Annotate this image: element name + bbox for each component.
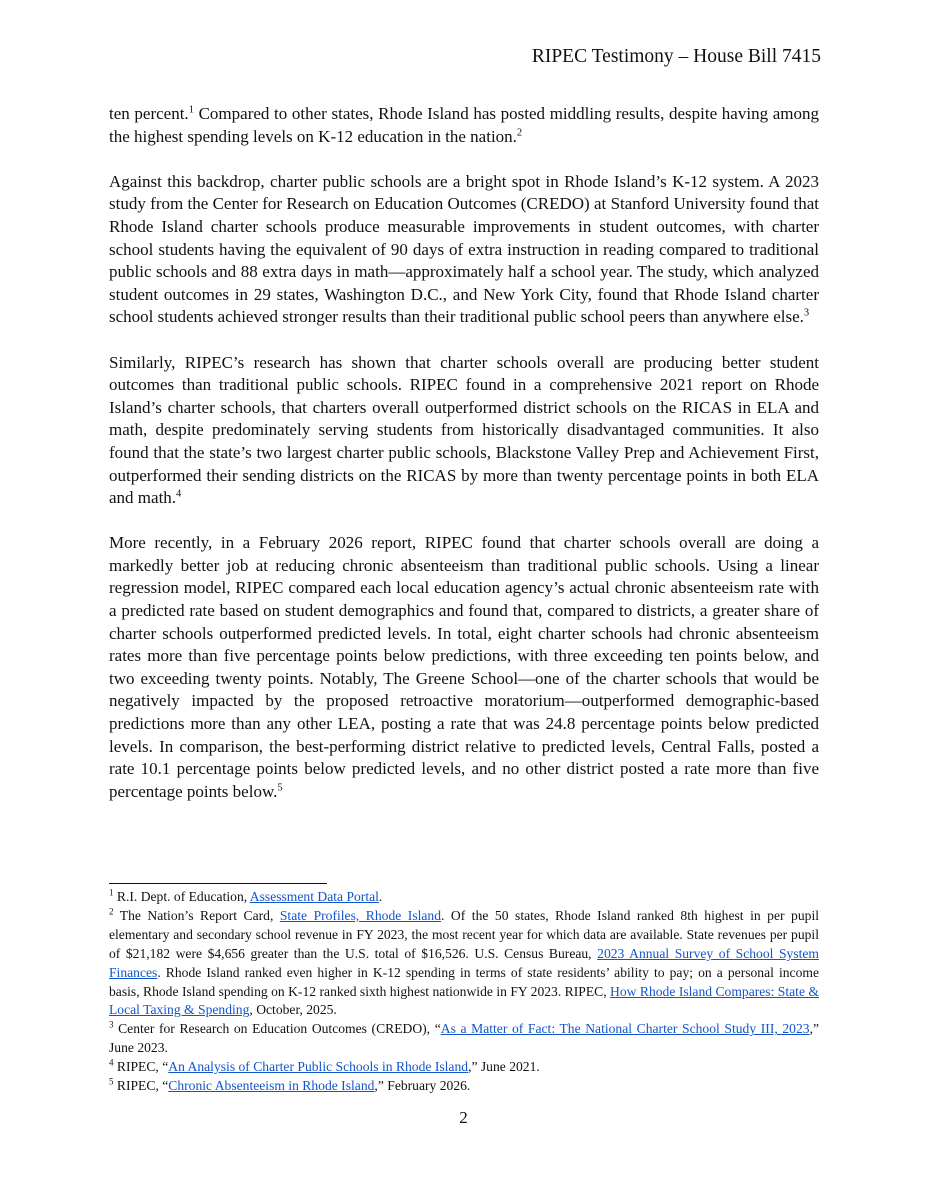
paragraph-2: Against this backdrop, charter public schools are a bright spot in Rhode Island’s K-12 system. A 2023 study from the Center for Research on Education Outcomes (CREDO) at Stanford University found that Rhode Island charter schools produce measurable improvements in student outcomes, with charter school students having the equivalent of 90 days of extra instruction in reading compared to traditional public schools and 88 extra days in math—approximately half a school year. The study, which analyzed student outcomes in 29 states, Washington D.C., and New York City, found that Rhode Island charter school students achieved stronger results than their traditional public school peers than anywhere else.$^3$ [109,171,819,327]
body-text [109,103,819,826]
footnote-ref-5[interactable]: 5 [277,782,283,794]
page-header: RIPEC Testimony – House Bill 7415 [531,46,821,67]
footnote-3-link[interactable]: As a Matter of Fact: The National Charter School Study III, 2023 [440,1021,810,1037]
page-number: 2 [459,1108,468,1127]
footnote-2-link-census[interactable]: 2023 Annual Survey of School System Finances [109,945,819,980]
paragraph-1: ten percent.$^1$ Compared to other states, Rhode Island has posted middling results, despite having among the highest spending levels on K-12 education in the nation.$^2$ [109,104,819,146]
footnote-4: $^4$ RIPEC, “An Analysis of Charter Public Schools in Rhode Island,” June 2021. [109,1057,540,1075]
footnote-1-link[interactable]: Assessment Data Portal [249,889,379,904]
footnotes [109,888,819,1096]
footnote-2-link-how-ri-compares[interactable]: How Rhode Island Compares: State & Local Taxing & Spending [109,983,819,1018]
footnote-ref-3[interactable]: 3 [803,307,810,319]
footnote-2: $^2$ The Nation’s Report Card, State Profiles, Rhode Island. Of the 50 states, Rhode Island ranked 8th highest in per pupil elementary and secondary school revenue in FY 2023, the most recent year for which data are available. State revenues per pupil of $21,182 were $4,656 greater than the U.S. total of $16,526. U.S. Census Bureau, 2023 Annual Survey of School System Finances. Rhode Island ranked even higher in K-12 spending in terms of state residents’ ability to pay; on a personal income basis, Rhode Island spending on K-12 ranked sixth highest nationwide in FY 2023. RIPEC, How Rhode Island Compares: State & Local Taxing & Spending, October, 2025. [109,906,819,1018]
footnote-5-link[interactable]: Chronic Absenteeism in Rhode Island [168,1078,375,1094]
footnote-5: $^5$ RIPEC, “Chronic Absenteeism in Rhode Island,” February 2026. [109,1076,471,1094]
footnote-ref-2[interactable]: 2 [516,126,523,138]
footnote-2-link-state-profiles[interactable]: State Profiles, Rhode Island [279,907,442,923]
paragraph-3: Similarly, RIPEC’s research has shown that charter schools overall are producing better student outcomes than traditional public schools. RIPEC found in a comprehensive 2021 report on Rhode Island’s charter schools, that charters overall outperformed district schools on the RICAS in ELA and math, despite predominately serving students from historically disadvantaged communities. It also found that the state’s two largest charter public schools, Blackstone Valley Prep and Achievement First, outperformed their sending districts on the RICAS by more than twenty percentage points in both ELA and math.$^4$ [109,352,819,508]
footnote-ref-1[interactable]: 1 [188,104,194,116]
footnote-divider [109,883,327,884]
footnote-ref-4[interactable]: 4 [176,488,182,500]
paragraph-4: More recently, in a February 2026 report, RIPEC found that charter schools overall are doing a markedly better job at reducing chronic absenteeism than traditional public schools. Using a linear regression model, RIPEC compared each local education agency’s actual chronic absenteeism rate with a predicted rate based on student demographics and found that, compared to districts, a greater share of charter schools outperformed predicted levels. In total, eight charter schools had chronic absenteeism rates more than five percentage points below predictions, with three exceeding ten points below, and two exceeding twenty points. Notably, The Greene School—one of the charter schools that would be negatively impacted by the proposed retroactive moratorium—outperformed demographic-based predictions more than any other LEA, posting a rate that was 24.8 percentage points below predicted levels. In comparison, the best-performing district relative to predicted levels, Central Falls, posted a rate 10.1 percentage points below predicted levels, and no other district posted a rate more than five percentage points below.$^5$ [109,533,819,801]
footnote-4-link[interactable]: An Analysis of Charter Public Schools in Rhode Island [168,1059,469,1075]
footnote-1: $^1$ R.I. Dept. of Education, Assessment Data Portal. [109,887,383,904]
footnote-3: $^3$ Center for Research on Education Outcomes (CREDO), “As a Matter of Fact: The National Charter School Study III, 2023,” June 2023. [109,1019,819,1056]
